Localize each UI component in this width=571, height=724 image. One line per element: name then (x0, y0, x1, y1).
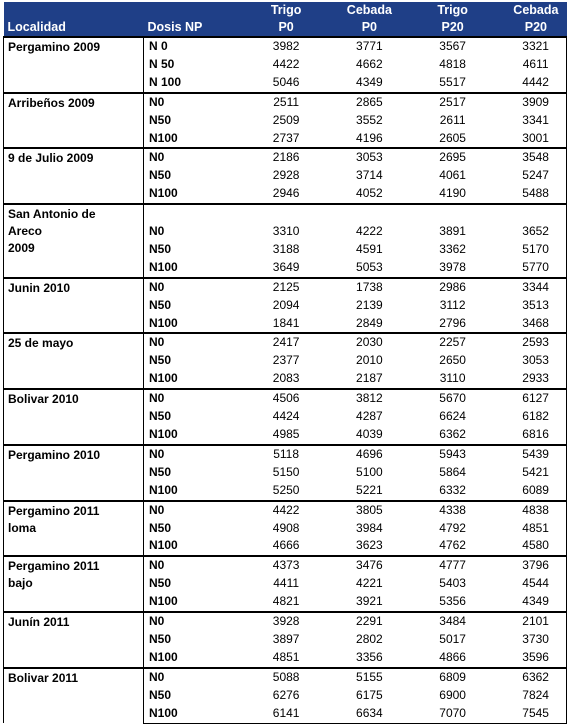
localidad-label: Areco (8, 224, 43, 239)
header-phosphorus: P0 (234, 19, 317, 37)
dosis-cell: N0 (144, 612, 234, 631)
yield-value-cell (483, 204, 566, 223)
yield-value-cell: 4442 (483, 74, 566, 93)
yield-value-cell: 4544 (483, 575, 566, 593)
dosis-cell: N100 (144, 130, 234, 149)
dosis-cell: N0 (144, 556, 234, 575)
yield-value-cell: 3805 (317, 501, 400, 520)
yield-value-cell: 3649 (234, 259, 317, 278)
dosis-cell: N0 (149, 224, 165, 239)
yield-value-cell: 2291 (317, 612, 400, 631)
yield-value-cell: 4373 (234, 556, 317, 575)
yield-value-cell: 5170 (483, 241, 566, 259)
table-row (4, 278, 567, 297)
header-crop: Trigo (400, 2, 483, 19)
yield-value-cell: 2186 (234, 148, 317, 167)
yield-value-cell: 3310 (272, 224, 300, 239)
yield-value-cell: 6175 (356, 687, 383, 702)
yield-value-cell: 3730 (483, 631, 566, 649)
yield-value-cell: 2509 (272, 112, 300, 127)
table-row (4, 501, 567, 520)
yield-value-cell: 3897 (272, 631, 300, 646)
yield-value-cell: 2928 (272, 168, 300, 183)
yield-value-cell: 4061 (439, 168, 466, 183)
yield-value-cell: 2187 (317, 370, 400, 389)
yield-value-cell: 5046 (234, 74, 317, 93)
yield-value-cell: 5439 (483, 445, 566, 464)
yield-value-cell: 1841 (234, 315, 317, 334)
yield-value-cell: 4662 (356, 56, 383, 71)
header-phosphorus: P0 (317, 19, 400, 37)
yield-value-cell: 2030 (317, 333, 400, 352)
yield-value-cell: 3344 (483, 278, 566, 297)
yield-value-cell: 3188 (272, 241, 300, 256)
localidad-cell (4, 445, 144, 501)
yield-value-cell: 5517 (400, 74, 483, 93)
yield-value-cell: 2946 (234, 185, 317, 204)
yield-value-cell: 3796 (483, 556, 566, 575)
yield-value-cell: 4838 (483, 501, 566, 520)
yield-value-cell: 5864 (439, 464, 466, 479)
yield-value-cell: 3321 (483, 37, 566, 56)
header-dosis: Dosis NP (144, 2, 234, 37)
yield-value-cell: 2083 (234, 370, 317, 389)
yield-value-cell: 4190 (400, 185, 483, 204)
table-row (4, 612, 567, 631)
yield-value-cell: 5421 (483, 464, 566, 482)
yield-value-cell: 4866 (400, 649, 483, 668)
header-crop: Cebada (483, 2, 566, 19)
dosis-cell: N50 (149, 112, 172, 127)
dosis-cell: N 0 (144, 37, 234, 56)
table-row (4, 204, 567, 223)
yield-value-cell: 2986 (400, 278, 483, 297)
dosis-cell: N50 (149, 464, 172, 479)
dosis-cell: N100 (144, 537, 234, 556)
yield-value-cell: 4851 (234, 649, 317, 668)
yield-value-cell: 6276 (272, 687, 300, 702)
yield-value-cell: 3513 (483, 297, 566, 315)
yield-value-cell: 2517 (400, 93, 483, 112)
table-row (4, 148, 567, 167)
yield-table (3, 2, 567, 724)
dosis-cell: N50 (149, 353, 172, 368)
localidad-label: Pergamino 2011 (8, 503, 100, 518)
yield-value-cell: 5670 (400, 389, 483, 408)
yield-value-cell: 5150 (272, 464, 300, 479)
yield-value-cell: 3623 (317, 537, 400, 556)
yield-value-cell: 2796 (400, 315, 483, 334)
yield-value-cell: 3982 (234, 37, 317, 56)
yield-value-cell: 3548 (483, 148, 566, 167)
dosis-cell: N100 (144, 705, 234, 723)
dosis-cell: N0 (144, 148, 234, 167)
localidad-cell (4, 37, 144, 93)
localidad-label: Pergamino 2010 (8, 447, 101, 462)
header-phosphorus: P20 (483, 19, 566, 37)
header-crop: Cebada (317, 2, 400, 19)
yield-value-cell: 4349 (317, 74, 400, 93)
yield-value-cell: 2865 (317, 93, 400, 112)
localidad-cell (4, 556, 144, 612)
table-row (4, 37, 567, 56)
yield-value-cell: 3921 (317, 593, 400, 612)
dosis-cell: N0 (144, 668, 234, 687)
yield-value-cell: 4039 (317, 426, 400, 445)
dosis-cell: N100 (144, 259, 234, 278)
dosis-cell: N100 (144, 593, 234, 612)
table-row (4, 93, 567, 112)
dosis-cell (144, 204, 234, 223)
yield-value-cell: 4422 (234, 501, 317, 520)
yield-value-cell: 3567 (400, 37, 483, 56)
yield-value-cell: 2933 (483, 370, 566, 389)
table-row (4, 333, 567, 352)
localidad-label: Junín 2011 (8, 615, 70, 630)
dosis-cell: N100 (144, 649, 234, 668)
table-row (4, 668, 567, 687)
dosis-cell: N50 (149, 687, 172, 702)
localidad-cell (4, 612, 144, 668)
dosis-cell: N100 (144, 482, 234, 501)
dosis-cell: N0 (144, 93, 234, 112)
yield-value-cell: 5221 (317, 482, 400, 501)
localidad-label: loma (8, 520, 37, 535)
localidad-cell (4, 668, 144, 723)
yield-value-cell: 5943 (400, 445, 483, 464)
localidad-label: Pergamino 2009 (8, 40, 101, 54)
yield-value-cell: 2511 (234, 93, 317, 112)
yield-value-cell: 4506 (234, 389, 317, 408)
localidad-cell (4, 501, 144, 557)
yield-value-cell: 4696 (317, 445, 400, 464)
header-phosphorus: P20 (400, 19, 483, 37)
yield-value-cell: 4411 (273, 576, 300, 591)
yield-value-cell: 6816 (483, 426, 566, 445)
localidad-label: 25 de mayo (8, 336, 74, 351)
localidad-cell (4, 148, 144, 204)
yield-value-cell: 6141 (234, 705, 317, 723)
header-localidad: Localidad (4, 2, 144, 37)
yield-value-cell: 4611 (483, 56, 566, 74)
yield-value-cell: 4666 (234, 537, 317, 556)
yield-value-cell: 5770 (483, 259, 566, 278)
yield-value-cell: 2802 (356, 631, 383, 646)
yield-value-cell: 6809 (400, 668, 483, 687)
yield-value-cell: 5250 (234, 482, 317, 501)
table-row (4, 445, 567, 464)
yield-value-cell: 3053 (483, 352, 566, 370)
dosis-cell: N100 (144, 370, 234, 389)
yield-value-cell: 2101 (483, 612, 566, 631)
yield-value-cell: 3053 (317, 148, 400, 167)
yield-value-cell: 4349 (483, 593, 566, 612)
dosis-cell: N50 (149, 409, 172, 424)
yield-value-cell: 3984 (356, 520, 383, 535)
yield-value-cell: 3909 (483, 93, 566, 112)
yield-value-cell: 5356 (400, 593, 483, 612)
yield-value-cell: 2257 (400, 333, 483, 352)
dosis-cell: N 100 (144, 74, 234, 93)
localidad-label: 2009 (8, 241, 35, 256)
yield-value-cell: 2849 (317, 315, 400, 334)
dosis-cell: N0 (144, 333, 234, 352)
yield-value-cell: 5488 (483, 185, 566, 204)
yield-value-cell: 5088 (234, 668, 317, 687)
yield-value-cell: 6362 (483, 668, 566, 687)
yield-value-cell: 4424 (272, 409, 300, 424)
yield-value-cell: 3978 (400, 259, 483, 278)
yield-value-cell: 3714 (356, 168, 383, 183)
yield-value-cell: 4908 (272, 520, 300, 535)
table-body (4, 37, 567, 723)
yield-value-cell: 4580 (483, 537, 566, 556)
localidad-label: San Antonio de (8, 207, 96, 222)
yield-value-cell: 3484 (400, 612, 483, 631)
dosis-cell: N50 (149, 576, 172, 591)
yield-value-cell: 4777 (400, 556, 483, 575)
yield-value-cell: 4287 (356, 409, 383, 424)
yield-value-cell: 4851 (483, 520, 566, 538)
localidad-cell (4, 278, 144, 334)
yield-value-cell: 1738 (317, 278, 400, 297)
yield-value-cell: 4762 (400, 537, 483, 556)
yield-value-cell: 2417 (234, 333, 317, 352)
yield-value-cell: 3928 (234, 612, 317, 631)
yield-table-container (3, 2, 566, 724)
dosis-cell: N50 (149, 241, 172, 256)
localidad-label: 9 de Julio 2009 (8, 151, 94, 166)
localidad-label: Arribeños 2009 (8, 95, 95, 110)
dosis-cell: N50 (149, 297, 172, 312)
yield-value-cell: 4222 (356, 224, 383, 239)
yield-value-cell: 4818 (439, 56, 466, 71)
yield-value-cell: 4338 (400, 501, 483, 520)
dosis-cell: N0 (144, 501, 234, 520)
yield-value-cell: 6089 (483, 482, 566, 501)
yield-value-cell: 3110 (400, 370, 483, 389)
yield-value-cell: 4821 (234, 593, 317, 612)
dosis-cell: N50 (149, 168, 172, 183)
yield-value-cell: 2139 (356, 297, 383, 312)
yield-value-cell: 6182 (483, 408, 566, 426)
yield-value-cell: 7824 (483, 687, 566, 705)
yield-value-cell: 5100 (356, 464, 383, 479)
yield-value-cell: 6634 (317, 705, 400, 723)
yield-value-cell: 2611 (439, 112, 466, 127)
yield-value-cell: 3001 (483, 130, 566, 149)
yield-value-cell: 4422 (272, 56, 300, 71)
yield-value-cell: 7070 (400, 705, 483, 723)
localidad-cell (4, 389, 144, 445)
yield-value-cell: 7545 (483, 705, 566, 723)
yield-value-cell: 4792 (439, 520, 466, 535)
yield-value-cell: 4985 (234, 426, 317, 445)
yield-value-cell: 3341 (483, 112, 566, 130)
table-row (4, 389, 567, 408)
yield-value-cell: 3468 (483, 315, 566, 334)
yield-value-cell: 4591 (356, 241, 383, 256)
dosis-cell: N100 (144, 185, 234, 204)
yield-value-cell: 5403 (439, 576, 466, 591)
dosis-cell: N0 (144, 389, 234, 408)
yield-value-cell (234, 204, 317, 223)
localidad-label: Bolivar 2010 (8, 392, 79, 407)
yield-value-cell: 5247 (483, 167, 566, 185)
yield-value-cell: 2010 (356, 353, 383, 368)
localidad-label: Junin 2010 (8, 280, 71, 295)
yield-value-cell: 5053 (317, 259, 400, 278)
dosis-cell: N0 (144, 278, 234, 297)
header-crop: Trigo (234, 2, 317, 19)
yield-value-cell: 2377 (272, 353, 300, 368)
localidad-cell (4, 93, 144, 149)
yield-value-cell: 5118 (234, 445, 317, 464)
yield-value-cell: 2737 (234, 130, 317, 149)
yield-value-cell: 5017 (439, 631, 466, 646)
yield-value-cell: 3771 (317, 37, 400, 56)
yield-value-cell: 6900 (439, 687, 466, 702)
localidad-cell (4, 333, 144, 389)
yield-value-cell: 3891 (439, 224, 466, 239)
yield-value-cell: 2605 (400, 130, 483, 149)
yield-value-cell: 3596 (483, 649, 566, 668)
yield-value-cell (317, 204, 400, 223)
yield-value-cell: 2695 (400, 148, 483, 167)
yield-value-cell (400, 204, 483, 223)
localidad-label: Pergamino 2011 (8, 559, 100, 574)
yield-value-cell: 2094 (272, 297, 300, 312)
yield-value-cell: 2125 (234, 278, 317, 297)
yield-value-cell: 3362 (439, 241, 466, 256)
yield-value-cell: 2650 (439, 353, 466, 368)
yield-value-cell: 3476 (317, 556, 400, 575)
localidad-label: bajo (8, 576, 33, 591)
yield-value-cell: 3356 (317, 649, 400, 668)
yield-value-cell: 2593 (483, 333, 566, 352)
localidad-cell (4, 204, 144, 278)
dosis-cell: N 50 (149, 56, 175, 71)
dosis-cell: N50 (149, 520, 172, 535)
yield-value-cell: 6127 (483, 389, 566, 408)
yield-value-cell: 4196 (317, 130, 400, 149)
table-row (4, 556, 567, 575)
yield-value-cell: 3652 (483, 223, 566, 241)
yield-value-cell: 4221 (356, 576, 383, 591)
yield-value-cell: 5155 (317, 668, 400, 687)
table-header (4, 2, 567, 37)
dosis-cell: N50 (149, 631, 172, 646)
yield-value-cell: 3812 (317, 389, 400, 408)
yield-value-cell: 6362 (400, 426, 483, 445)
dosis-cell: N100 (144, 426, 234, 445)
yield-value-cell: 3112 (439, 297, 466, 312)
localidad-label: Bolivar 2011 (8, 670, 79, 685)
dosis-cell: N0 (144, 445, 234, 464)
yield-value-cell: 3552 (356, 112, 383, 127)
yield-value-cell: 6332 (400, 482, 483, 501)
yield-value-cell: 6624 (439, 409, 466, 424)
dosis-cell: N100 (144, 315, 234, 334)
yield-value-cell: 4052 (317, 185, 400, 204)
